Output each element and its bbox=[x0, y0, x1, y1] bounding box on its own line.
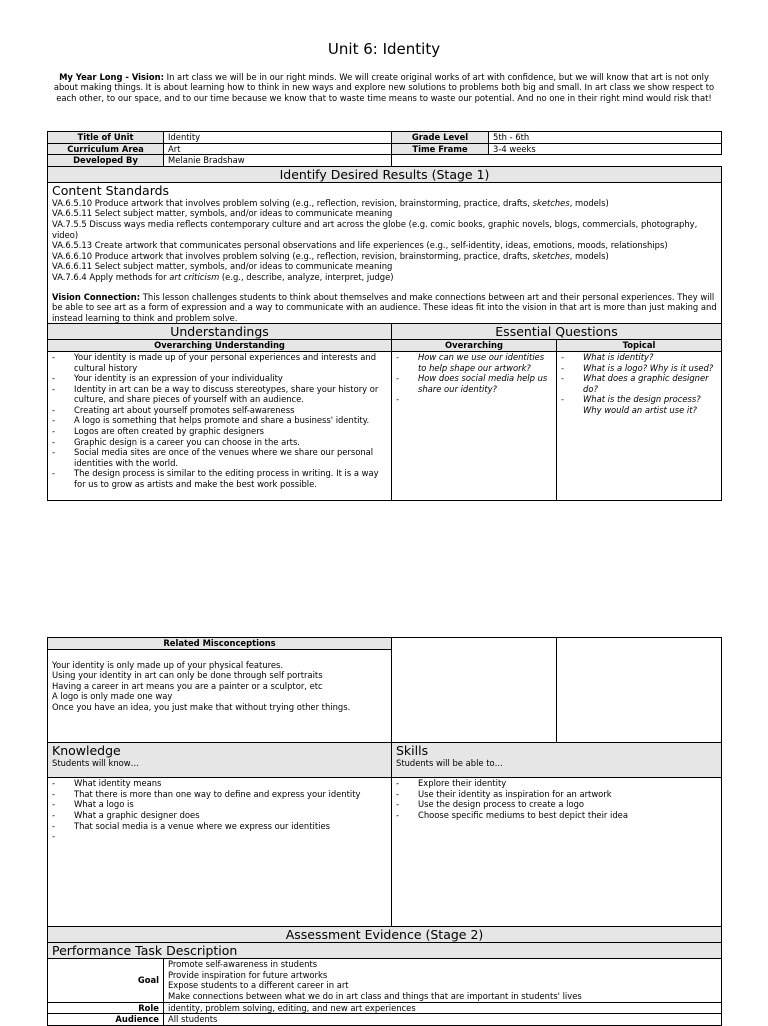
standard-text: VA.6.6.11 Select subject matter, symbols, and/or ideas to communicate meaning bbox=[52, 261, 393, 272]
vision-connection-text: This lesson challenges students to think about themselves and make connections between art and their personal experiences. They will be able to see art as a form of expression and a way to communicate with an audience. These ideas fit into the vision in that art is more than just making and instead learning to think and problem solve. bbox=[52, 291, 717, 323]
frame-label: Time Frame bbox=[392, 143, 489, 155]
skills-heading: Skills bbox=[396, 742, 429, 758]
overarching-question bbox=[396, 394, 552, 405]
frame-value: 3-4 weeks bbox=[489, 143, 722, 155]
standards-list bbox=[52, 198, 717, 283]
standard-text: , models) bbox=[569, 197, 609, 208]
content-standard bbox=[52, 208, 717, 219]
content-standard bbox=[52, 198, 717, 209]
page-title: Unit 6: Identity bbox=[327, 40, 441, 58]
content-standards-cell bbox=[48, 182, 722, 324]
overarching-questions-list bbox=[396, 352, 552, 405]
title-value: Identity bbox=[164, 132, 392, 144]
knowledge-heading: Knowledge bbox=[52, 742, 121, 758]
vision-label: My Year Long - Vision: bbox=[59, 72, 164, 82]
understandings-list bbox=[52, 352, 387, 490]
overarching-understanding-heading: Overarching Understanding bbox=[48, 340, 392, 352]
overarching-question: - How does social media help us share our identity? bbox=[396, 373, 552, 394]
misconceptions-empty-1 bbox=[392, 638, 557, 743]
goal-item: Promote self-awareness in students bbox=[168, 959, 318, 970]
knowledge-sub: Students will know… bbox=[52, 757, 139, 768]
topical-questions-list bbox=[561, 352, 717, 416]
knowledge-item: - That social media is a venue where we express our identities bbox=[52, 821, 387, 832]
standard-emphasis: sketches bbox=[532, 197, 570, 208]
standard-text: (e.g., describe, analyze, interpret, judge) bbox=[219, 271, 394, 282]
essential-questions-heading: Essential Questions bbox=[392, 324, 722, 340]
skills-cell bbox=[392, 778, 722, 927]
dev-value: Melanie Bradshaw bbox=[164, 155, 392, 167]
dev-label: Developed By bbox=[48, 155, 164, 167]
role-value: identity, problem solving, editing, and new art experiences bbox=[164, 1002, 722, 1014]
vision-statement bbox=[52, 72, 716, 103]
content-standard bbox=[52, 272, 717, 283]
understanding-item: - Creating art about yourself promotes self-awareness bbox=[52, 405, 387, 416]
role-label: Role bbox=[48, 1002, 164, 1014]
understanding-item: - Your identity is made up of your personal experiences and interests and cultural history bbox=[52, 352, 387, 373]
grade-label: Grade Level bbox=[392, 132, 489, 144]
skills-sub: Students will be able to… bbox=[396, 757, 503, 768]
knowledge-item: - What a logo is bbox=[52, 799, 387, 810]
vision-text: In art class we will be in our right minds. We will create original works of art with confidence, but we will know that art is not only about making things. It is about learning how to think in new ways and explore new solutions to problems both big and small. In art class we show respect to each other, to our space, and to our time because we know that to waste time means to waste our potential. And no one in their right mind would risk that! bbox=[53, 72, 715, 103]
goal-list bbox=[168, 959, 717, 1001]
misconceptions-list bbox=[52, 660, 387, 713]
understanding-item: - Graphic design is a career you can choose in the arts. bbox=[52, 437, 387, 448]
understandings-cell bbox=[48, 351, 392, 500]
knowledge-list bbox=[52, 778, 387, 842]
standard-text: VA.6.5.11 Select subject matter, symbols, and/or ideas to communicate meaning bbox=[52, 208, 393, 219]
goal-item: Expose students to a different career in art bbox=[168, 980, 349, 991]
misconception-item: Having a career in art means you are a painter or a sculptor, etc bbox=[52, 680, 323, 691]
empty-cell bbox=[392, 155, 722, 167]
topical-question: - What is identity? bbox=[561, 352, 717, 363]
misconceptions-cell bbox=[48, 649, 392, 742]
area-value: Art bbox=[164, 143, 392, 155]
knowledge-item: - What identity means bbox=[52, 778, 387, 789]
skill-item: - Use the design process to create a logo bbox=[396, 799, 717, 810]
content-standard bbox=[52, 251, 717, 262]
skill-item: - Choose specific mediums to best depict their idea bbox=[396, 810, 717, 821]
goal-item: Provide inspiration for future artworks bbox=[168, 969, 328, 980]
standard-text: VA.7.6.4 Apply methods for bbox=[52, 271, 170, 282]
standard-text: VA.6.5.10 Produce artwork that involves problem solving (e.g., reflection, revision, brainstorming, practice, drafts, bbox=[52, 197, 533, 208]
understandings-heading: Understandings bbox=[48, 324, 392, 340]
standard-emphasis: art criticism bbox=[169, 271, 220, 282]
info-row-title bbox=[48, 132, 722, 144]
standard-text: , models) bbox=[569, 250, 609, 261]
content-standard bbox=[52, 261, 717, 272]
goal-item: Make connections between what we do in art class and things that are important in students' lives bbox=[168, 990, 582, 1001]
unit-plan-table-stage1 bbox=[47, 131, 722, 501]
topical-heading: Topical bbox=[557, 340, 722, 352]
understanding-item: - The design process is similar to the editing process in writing. It is a way for us to grow as artists and make the best work possible. bbox=[52, 468, 387, 489]
misconceptions-heading: Related Misconceptions bbox=[48, 638, 392, 650]
misconception-item: Your identity is only made up of your physical features. bbox=[52, 659, 284, 670]
knowledge-item: - That there is more than one way to define and express your identity bbox=[52, 789, 387, 800]
understanding-item: - Identity in art can be a way to discuss stereotypes, share your history or culture, and share pieces of yourself with an audience. bbox=[52, 384, 387, 405]
understanding-item: - Logos are often created by graphic designers bbox=[52, 426, 387, 437]
overarching-question: - How can we use our identities to help shape our artwork? bbox=[396, 352, 552, 373]
topical-questions-cell bbox=[557, 351, 722, 500]
skills-list bbox=[396, 778, 717, 820]
stage1-heading: Identify Desired Results (Stage 1) bbox=[48, 166, 722, 182]
misconceptions-empty-2 bbox=[557, 638, 722, 743]
topical-question: - What is the design process? Why would an artist use it? bbox=[561, 394, 717, 415]
misconception-item: Once you have an idea, you just make that without trying other things. bbox=[52, 701, 351, 712]
vision-connection bbox=[52, 292, 717, 324]
title-label: Title of Unit bbox=[48, 132, 164, 144]
knowledge-item: - What a graphic designer does bbox=[52, 810, 387, 821]
content-standards-heading: Content Standards bbox=[52, 182, 170, 198]
misconception-item: Using your identity in art can only be done through self portraits bbox=[52, 670, 323, 681]
understanding-item: - Social media sites are once of the venues where we share our personal identities with the world. bbox=[52, 447, 387, 468]
skill-item: - Explore their identity bbox=[396, 778, 717, 789]
goal-cell bbox=[164, 959, 722, 1002]
topical-question: - What is a logo? Why is it used? bbox=[561, 363, 717, 374]
content-standard bbox=[52, 240, 717, 251]
stage2-heading: Assessment Evidence (Stage 2) bbox=[48, 927, 722, 943]
understanding-item: - A logo is something that helps promote and share a business' identity. bbox=[52, 415, 387, 426]
audience-label: Audience bbox=[48, 1014, 164, 1026]
misconception-item: A logo is only made one way bbox=[52, 691, 173, 702]
knowledge-header-cell bbox=[48, 742, 392, 778]
knowledge-item bbox=[52, 831, 387, 842]
info-row-area bbox=[48, 143, 722, 155]
content-standard bbox=[52, 219, 717, 240]
standard-emphasis: sketches bbox=[532, 250, 570, 261]
topical-question: - What does a graphic designer do? bbox=[561, 373, 717, 394]
info-row-dev bbox=[48, 155, 722, 167]
skill-item: - Use their identity as inspiration for an artwork bbox=[396, 789, 717, 800]
area-label: Curriculum Area bbox=[48, 143, 164, 155]
vision-connection-label: Vision Connection: bbox=[52, 291, 141, 302]
standard-text: VA.6.5.13 Create artwork that communicates personal observations and life experiences (e.g., self-identity, ideas, emotions, moods, relationships) bbox=[52, 240, 668, 251]
goal-label: Goal bbox=[48, 959, 164, 1002]
overarching-questions-cell bbox=[392, 351, 557, 500]
standard-text: VA.7.5.5 Discuss ways media reflects contemporary culture and art across the globe (e.g. comic books, graphic novels, blogs, commercials, photography, video) bbox=[52, 218, 698, 240]
overarching-heading: Overarching bbox=[392, 340, 557, 352]
skills-header-cell bbox=[392, 742, 722, 778]
unit-plan-table-stage2 bbox=[47, 637, 722, 1026]
knowledge-cell bbox=[48, 778, 392, 927]
performance-heading: Performance Task Description bbox=[48, 943, 722, 959]
understanding-item: - Your identity is an expression of your individuality bbox=[52, 373, 387, 384]
grade-value: 5th - 6th bbox=[489, 132, 722, 144]
standard-text: VA.6.6.10 Produce artwork that involves problem solving (e.g., reflection, revision, brainstorming, practice, drafts, bbox=[52, 250, 533, 261]
audience-value: All students bbox=[164, 1014, 722, 1026]
